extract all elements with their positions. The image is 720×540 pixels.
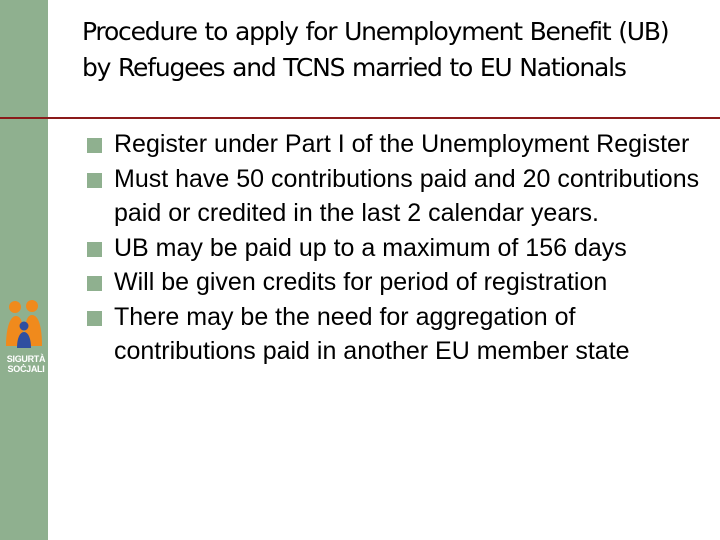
logo-text-line2: SOĊJALI	[7, 364, 45, 374]
slide-title: Procedure to apply for Unemployment Benefit (UB) by Refugees and TCNS married to EU Nationals	[82, 17, 669, 82]
side-band	[0, 0, 48, 540]
square-bullet-icon	[87, 242, 102, 257]
square-bullet-icon	[87, 173, 102, 188]
bullet-item	[86, 162, 716, 231]
sigurta-socjali-logo	[2, 298, 46, 376]
bullet-text: Must have 50 contributions paid and 20 contributions paid or credited in the last 2 calendar years.	[114, 164, 700, 227]
bullet-item	[86, 127, 716, 162]
bullet-item	[86, 231, 716, 266]
square-bullet-icon	[87, 138, 102, 153]
bullet-list	[86, 127, 716, 369]
square-bullet-icon	[87, 311, 102, 326]
bullet-text: Register under Part I of the Unemployment Register	[114, 130, 690, 158]
bullet-item	[86, 300, 716, 369]
bullet-text: There may be the need for aggregation of contributions paid in another EU member state	[114, 302, 630, 365]
square-bullet-icon	[87, 276, 102, 291]
logo-text-line1: SIGURTÀ	[6, 354, 46, 364]
family-figures-icon	[2, 298, 46, 352]
title-divider	[0, 117, 720, 119]
bullet-text: Will be given credits for period of registration	[114, 268, 608, 296]
bullet-item	[86, 265, 716, 300]
bullet-text: UB may be paid up to a maximum of 156 days	[114, 233, 627, 262]
